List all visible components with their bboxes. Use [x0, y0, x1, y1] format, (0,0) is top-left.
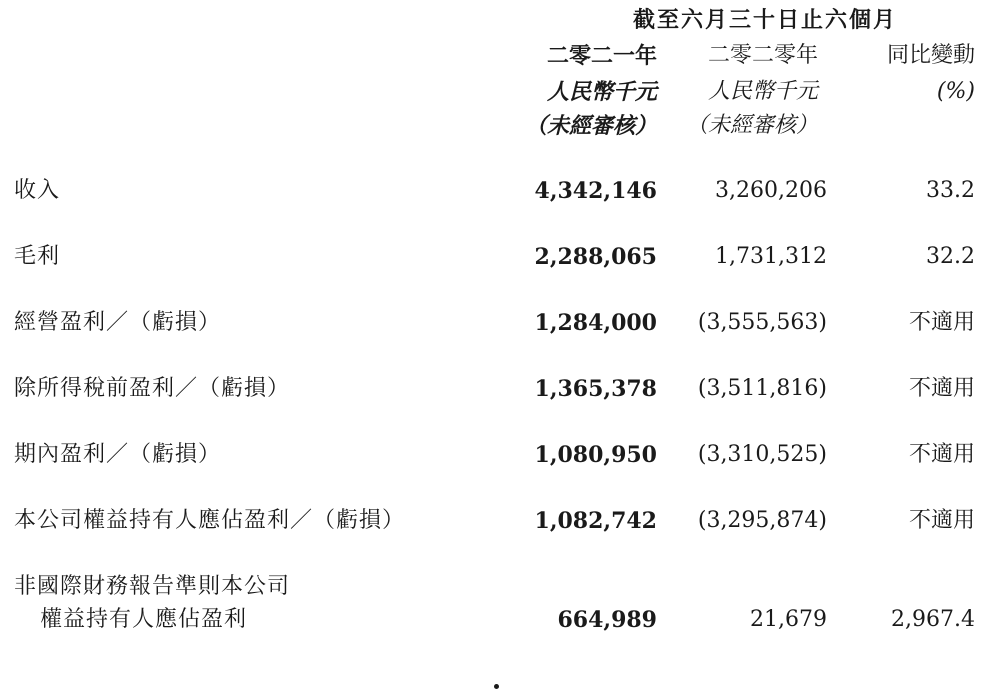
value-change: 2,967.4 — [891, 607, 975, 632]
row-label-line1: 非國際財務報告準則本公司 — [14, 574, 291, 599]
value-change: 不適用 — [908, 310, 975, 335]
col-2021-year: 二零二一年 — [546, 43, 657, 69]
value-2021: 1,080,950 — [534, 442, 657, 468]
value-2021: 1,284,000 — [534, 310, 657, 336]
table-row — [14, 605, 975, 635]
row-label: 收入 — [14, 178, 61, 203]
row-label: 經營盈利／（虧損） — [14, 310, 222, 335]
col-2020-note: （未經審核） — [685, 113, 818, 138]
row-label: 除所得稅前盈利／（虧損） — [14, 376, 291, 401]
value-2020: 1,731,312 — [715, 244, 827, 269]
row-label: 期內盈利／（虧損） — [14, 442, 222, 467]
row-label-line2: 權益持有人應佔盈利 — [40, 607, 248, 632]
table-row — [14, 242, 975, 272]
value-2020: (3,310,525) — [697, 442, 827, 467]
value-2020: (3,511,816) — [697, 376, 827, 401]
col-2021-unit: 人民幣千元 — [546, 79, 657, 105]
value-2020: (3,295,874) — [697, 508, 827, 533]
table-row — [14, 374, 975, 404]
value-2021: 1,365,378 — [534, 376, 657, 402]
value-2020: (3,555,563) — [697, 310, 827, 335]
col-2021-note: （未經審核） — [524, 113, 657, 139]
value-2021: 1,082,742 — [534, 508, 657, 534]
col-2020-unit: 人民幣千元 — [707, 79, 818, 104]
value-2020: 21,679 — [750, 607, 827, 632]
row-label: 毛利 — [14, 244, 61, 269]
page-marker — [494, 684, 499, 689]
table-row — [14, 506, 975, 536]
value-2021: 2,288,065 — [534, 244, 657, 270]
value-change: 32.2 — [926, 244, 975, 269]
value-change: 不適用 — [908, 442, 975, 467]
col-change-title: 同比變動 — [886, 43, 975, 68]
value-2020: 3,260,206 — [715, 178, 827, 203]
value-change: 33.2 — [926, 178, 975, 203]
period-header: 截至六月三十日止六個月 — [632, 7, 897, 33]
row-label: 本公司權益持有人應佔盈利／（虧損） — [14, 508, 406, 533]
table-row — [14, 440, 975, 470]
col-change-unit: (%) — [936, 79, 975, 104]
value-2021: 664,989 — [557, 607, 657, 633]
value-2021: 4,342,146 — [534, 178, 657, 204]
table-row — [14, 176, 975, 206]
col-2020-year: 二零二零年 — [707, 43, 818, 68]
table-row — [14, 308, 975, 338]
value-change: 不適用 — [908, 376, 975, 401]
value-change: 不適用 — [908, 508, 975, 533]
